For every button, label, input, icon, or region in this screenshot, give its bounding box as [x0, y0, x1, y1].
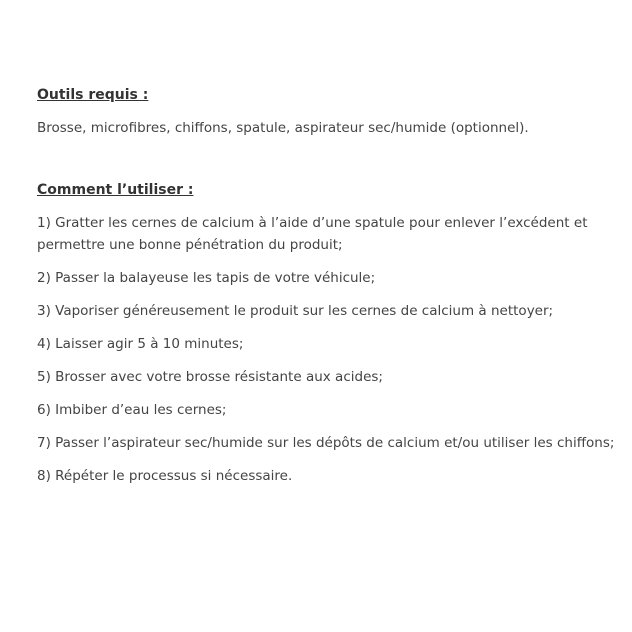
- usage-heading: Comment l’utiliser :: [37, 182, 194, 198]
- step-8: 8) Répéter le processus si nécessaire.: [37, 468, 293, 484]
- tools-text: Brosse, microfibres, chiffons, spatule, aspirateur sec/humide (optionnel).: [37, 120, 529, 136]
- step-6: 6) Imbiber d’eau les cernes;: [37, 402, 227, 418]
- tools-heading: Outils requis :: [37, 87, 149, 103]
- step-1: 1) Gratter les cernes de calcium à l’aide d’une spatule pour enlever l’excédent et permettre une bonne pénétration du produit;: [37, 215, 588, 253]
- instructions-content: [37, 84, 622, 498]
- step-2: 2) Passer la balayeuse les tapis de votre véhicule;: [37, 270, 376, 286]
- step-5: 5) Brosser avec votre brosse résistante aux acides;: [37, 369, 383, 385]
- step-4: 4) Laisser agir 5 à 10 minutes;: [37, 336, 244, 352]
- step-3: 3) Vaporiser généreusement le produit sur les cernes de calcium à nettoyer;: [37, 303, 554, 319]
- step-7: 7) Passer l’aspirateur sec/humide sur les dépôts de calcium et/ou utiliser les chiffons;: [37, 435, 615, 451]
